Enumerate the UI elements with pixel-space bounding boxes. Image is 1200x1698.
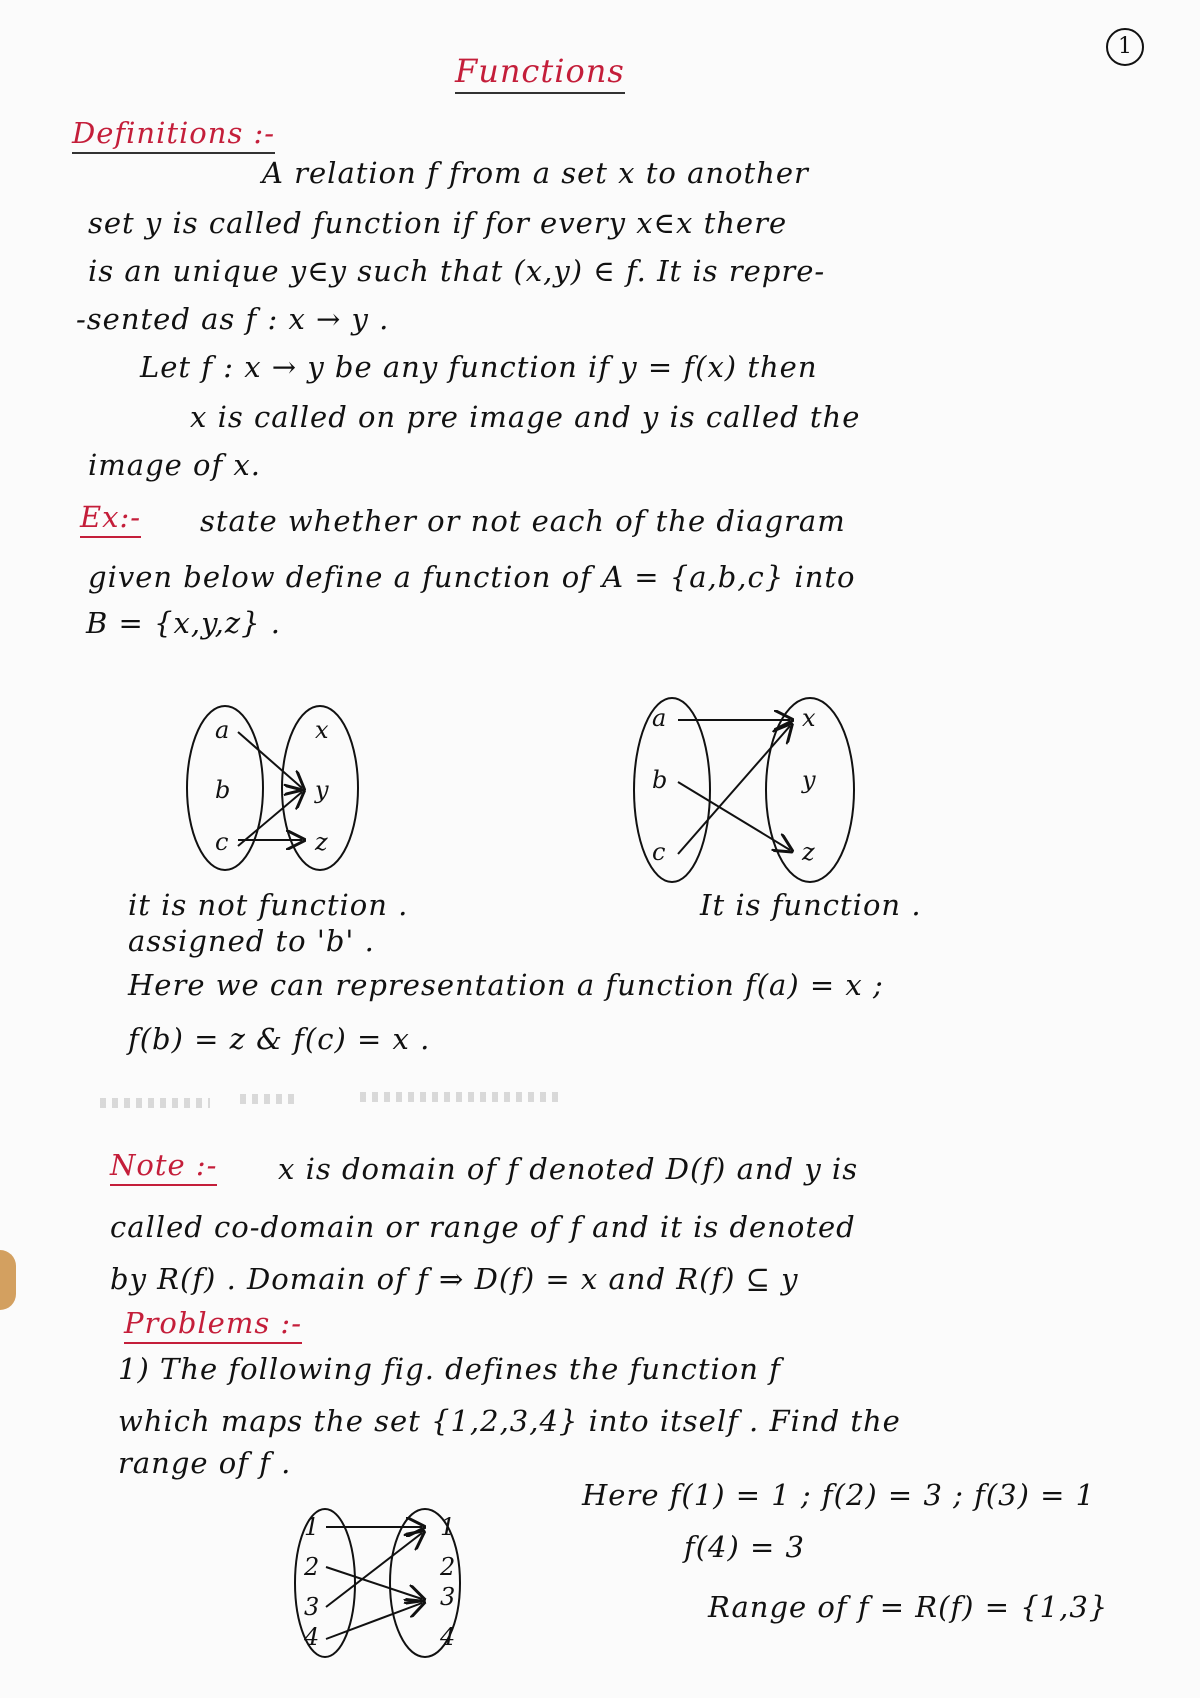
problem-answer: Here f(1) = 1 ; f(2) = 3 ; f(3) = 1	[582, 1478, 1096, 1512]
problem-answer: Range of f = R(f) = {1,3}	[708, 1590, 1109, 1624]
definition-line: -sented as f : x → y .	[76, 302, 390, 336]
codomain-element: 4	[440, 1623, 456, 1651]
mapping-arrow	[238, 792, 302, 846]
domain-element: a	[215, 716, 230, 744]
problem-answer: f(4) = 3	[684, 1530, 805, 1564]
mapping-diagram-not-function	[180, 700, 380, 880]
page-title: Functions	[455, 52, 625, 94]
domain-element: a	[652, 704, 667, 732]
diagram2-caption: It is function .	[700, 888, 922, 922]
codomain-element: 3	[440, 1583, 456, 1611]
example-label: Ex:-	[80, 500, 141, 538]
codomain-element: 2	[440, 1553, 456, 1581]
definitions-heading: Definitions :-	[72, 116, 275, 154]
definition-line: set y is called function if for every x∈x there	[88, 206, 788, 240]
definition-line: A relation f from a set x to another	[262, 156, 809, 190]
domain-element: 3	[304, 1593, 320, 1621]
codomain-element: x	[802, 704, 816, 732]
mapping-diagram-problem	[290, 1505, 480, 1665]
example-line: B = {x,y,z} .	[86, 606, 281, 640]
note-line: by R(f) . Domain of f ⇒ D(f) = x and R(f) ⊆ y	[110, 1262, 799, 1296]
let-line: image of x.	[88, 448, 261, 482]
mapping-arrow	[326, 1533, 422, 1607]
domain-element: b	[652, 766, 668, 794]
let-line: x is called on pre image and y is called the	[190, 400, 861, 434]
domain-oval	[634, 698, 710, 882]
note-line: called co-domain or range of f and it is denoted	[110, 1210, 856, 1244]
scribble-divider	[240, 1094, 300, 1104]
domain-element: c	[215, 828, 229, 856]
codomain-element: 1	[440, 1513, 456, 1541]
definition-line: is an unique y∈y such that (x,y) ∈ f. It is repre-	[88, 254, 826, 288]
codomain-element: y	[802, 766, 816, 794]
mapping-arrow	[238, 732, 302, 788]
mapping-arrow	[326, 1603, 422, 1639]
mapping-arrow	[326, 1567, 422, 1599]
problem-line: which maps the set {1,2,3,4} into itself . Find the	[118, 1404, 901, 1438]
mapping-arrow	[678, 726, 790, 854]
codomain-element: z	[315, 828, 328, 856]
diagram1-caption: it is not function .	[128, 888, 409, 922]
diagram1-caption-2: assigned to 'b' .	[128, 924, 375, 958]
scribble-divider	[100, 1098, 210, 1108]
domain-element: 1	[304, 1513, 320, 1541]
let-line: Let f : x → y be any function if y = f(x) then	[140, 350, 818, 384]
codomain-element: y	[315, 776, 329, 804]
example-conclusion: Here we can representation a function f(a) = x ;	[128, 968, 884, 1002]
problem-line: 1) The following fig. defines the function f	[118, 1352, 781, 1386]
example-line: state whether or not each of the diagram	[200, 504, 846, 538]
scribble-divider	[360, 1092, 560, 1102]
domain-element: 4	[304, 1623, 320, 1651]
mapping-diagram-function	[630, 690, 870, 890]
codomain-element: x	[315, 716, 329, 744]
page-edge-mark	[0, 1250, 16, 1310]
problem-line: range of f .	[118, 1446, 292, 1480]
page-number: 1	[1106, 28, 1144, 66]
domain-element: b	[215, 776, 231, 804]
problems-heading: Problems :-	[124, 1306, 302, 1344]
example-line: given below define a function of A = {a,b,c} into	[88, 560, 856, 594]
codomain-element: z	[802, 838, 815, 866]
mapping-arrow	[678, 782, 790, 850]
example-conclusion: f(b) = z & f(c) = x .	[128, 1022, 431, 1056]
note-label: Note :-	[110, 1148, 217, 1186]
domain-element: 2	[304, 1553, 320, 1581]
note-line: x is domain of f denoted D(f) and y is	[278, 1152, 859, 1186]
domain-element: c	[652, 838, 666, 866]
